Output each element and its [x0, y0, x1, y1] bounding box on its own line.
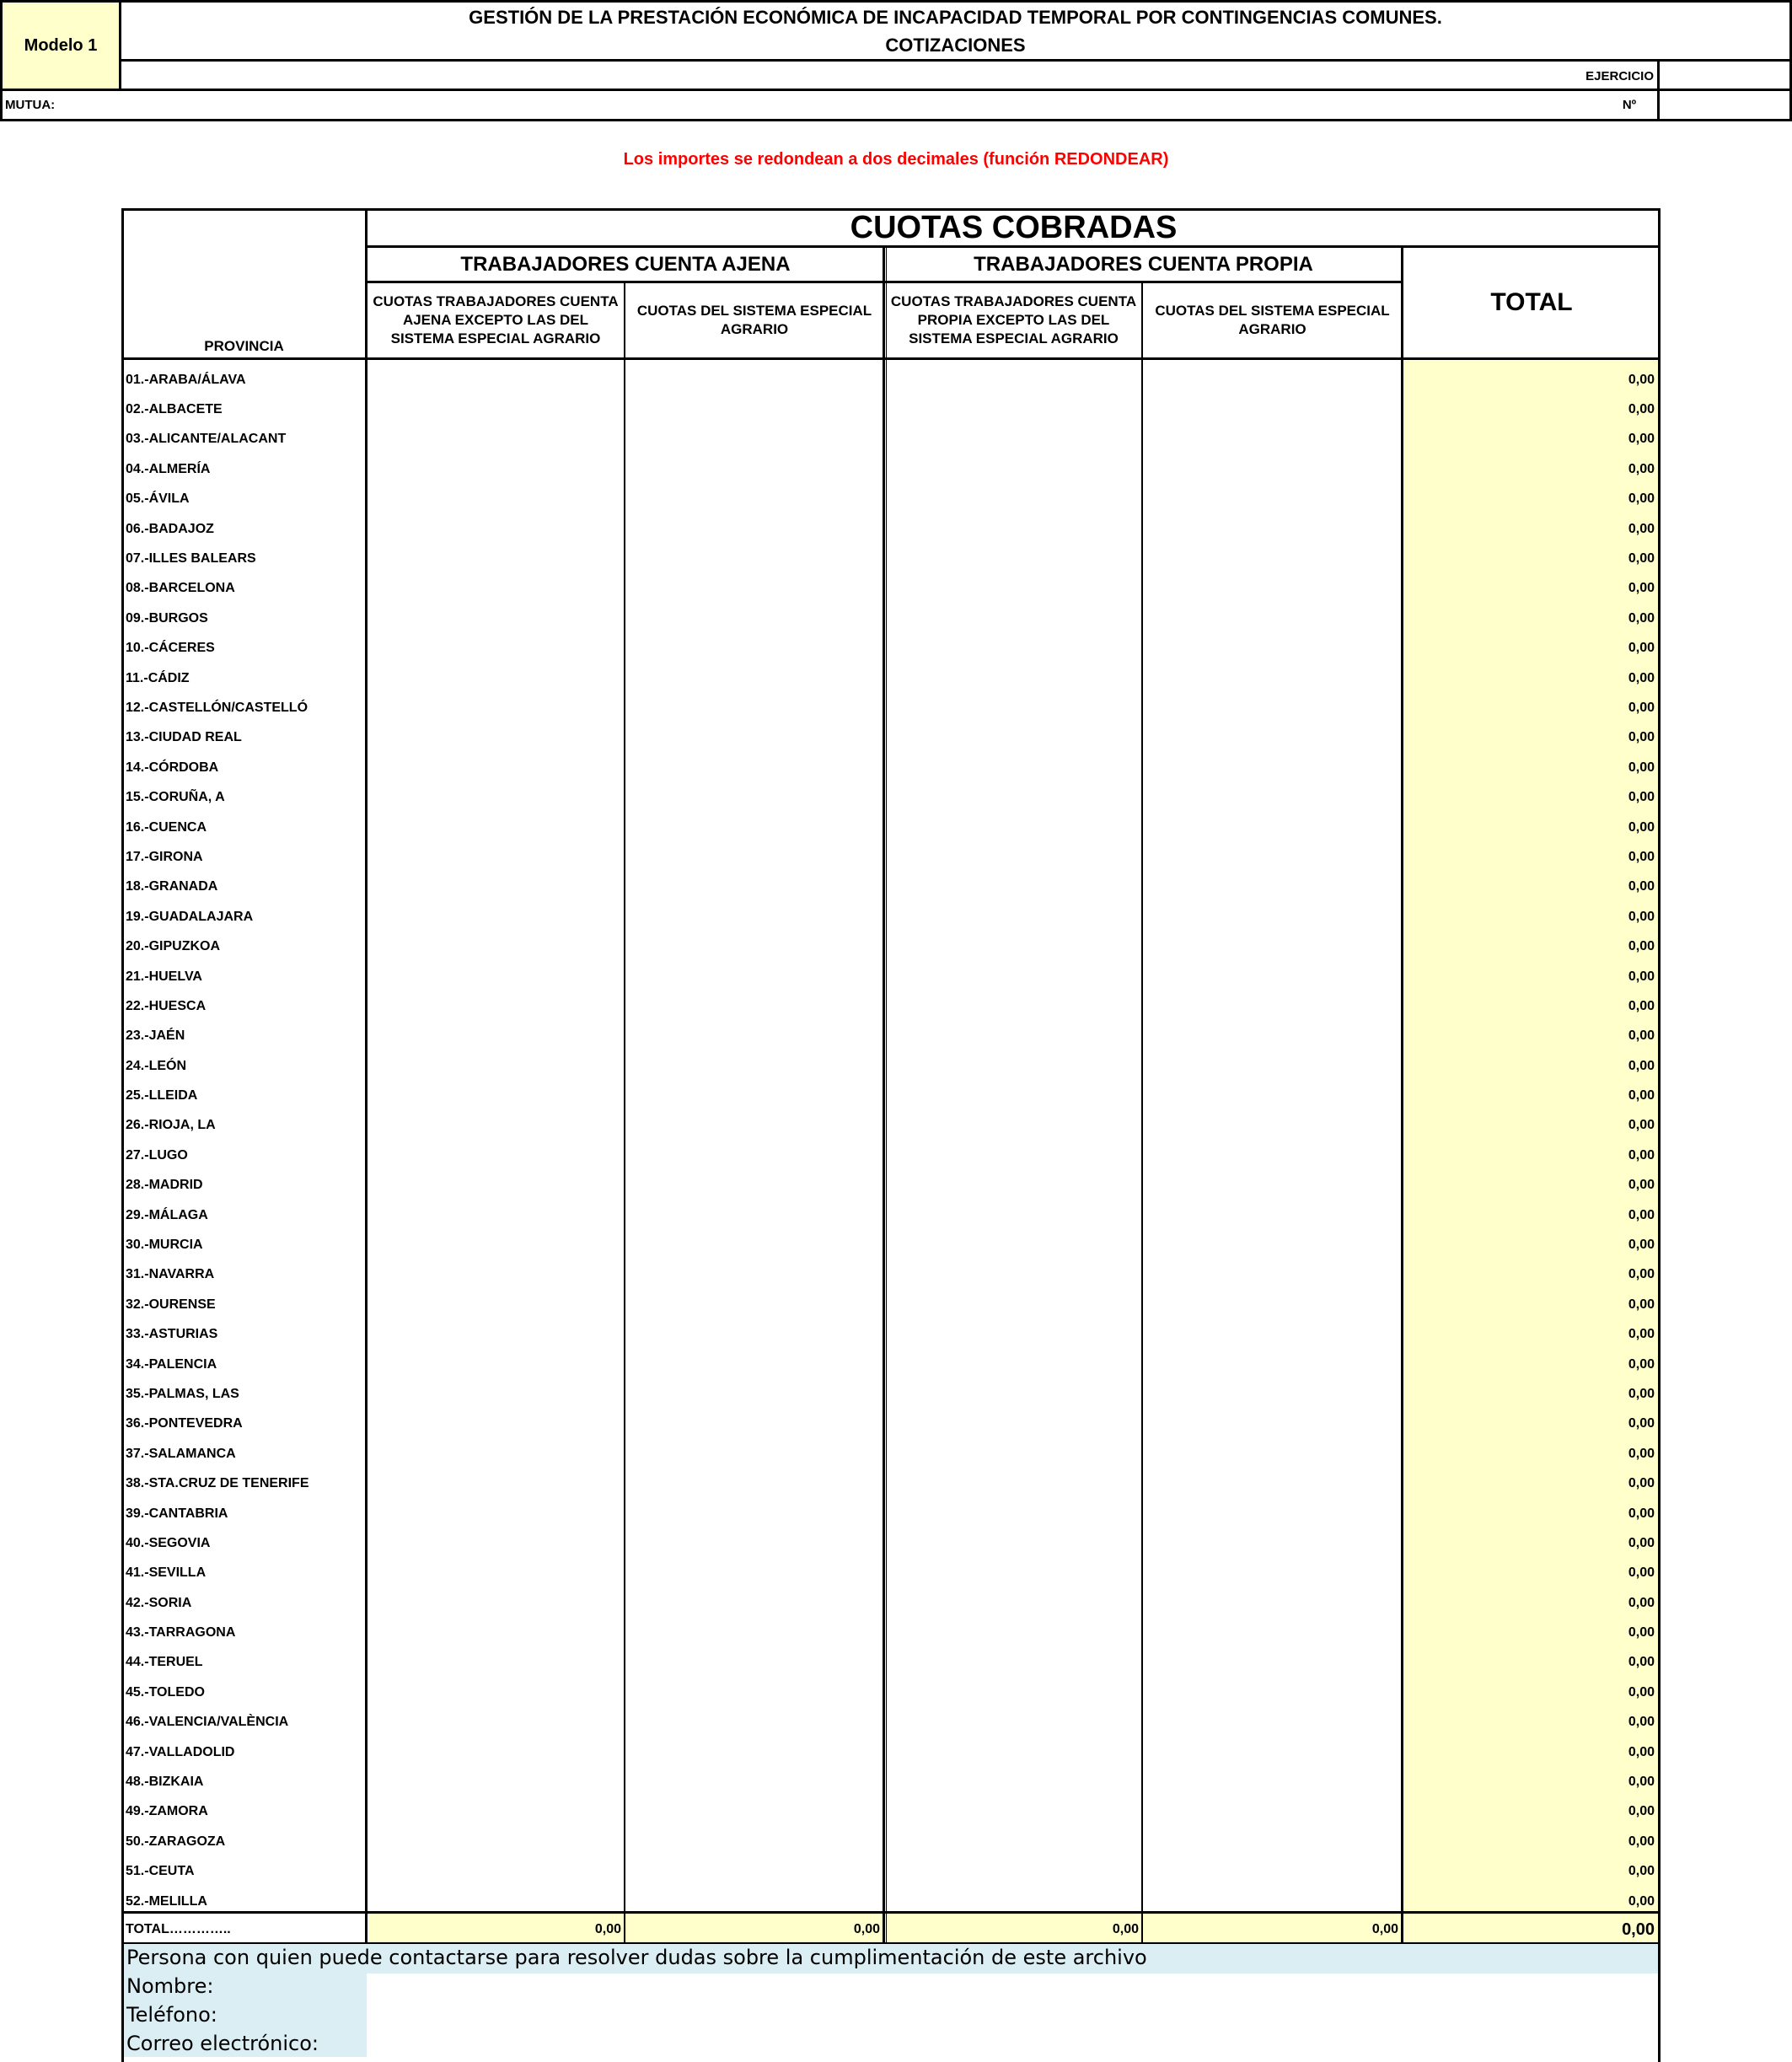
total-col4-value: 0,00 — [1371, 1922, 1398, 1936]
table-row — [124, 1051, 1658, 1081]
province-total: 0,00 — [1628, 1058, 1655, 1073]
province-name: 16.-CUENCA — [126, 819, 207, 835]
province-total: 0,00 — [1628, 1625, 1655, 1640]
column-header-ajena-general: CUOTAS TRABAJADORES CUENTA AJENA EXCEPTO LAS DEL SISTEMA ESPECIAL AGRARIO — [373, 293, 619, 346]
table-row — [124, 1469, 1658, 1498]
province-total: 0,00 — [1628, 1327, 1655, 1342]
contact-telefono-input[interactable] — [368, 2002, 1658, 2031]
province-name: 01.-ARABA/ÁLAVA — [126, 372, 246, 387]
province-rows — [124, 365, 1658, 1916]
province-name: 24.-LEÓN — [126, 1058, 187, 1073]
province-name: 33.-ASTURIAS — [126, 1327, 218, 1342]
table-row — [124, 962, 1658, 991]
table-row — [124, 842, 1658, 872]
table-row — [124, 693, 1658, 722]
province-name: 52.-MELILLA — [126, 1893, 207, 1909]
table-row — [124, 365, 1658, 395]
table-row — [124, 1230, 1658, 1259]
province-total: 0,00 — [1628, 1476, 1655, 1491]
table-row — [124, 782, 1658, 812]
table-row — [124, 454, 1658, 484]
province-name: 46.-VALENCIA/VALÈNCIA — [126, 1715, 289, 1730]
province-name: 51.-CEUTA — [126, 1864, 195, 1879]
province-name: 11.-CÁDIZ — [126, 670, 190, 685]
table-row — [124, 1141, 1658, 1170]
province-name: 14.-CÓRDOBA — [126, 760, 219, 775]
province-total: 0,00 — [1628, 372, 1655, 387]
province-name: 43.-TARRAGONA — [126, 1625, 236, 1640]
grand-total-value: 0,00 — [1622, 1920, 1655, 1939]
province-total: 0,00 — [1628, 1684, 1655, 1700]
table-row — [124, 1648, 1658, 1678]
province-name: 17.-GIRONA — [126, 849, 203, 864]
province-name: 08.-BARCELONA — [126, 581, 235, 596]
province-name: 07.-ILLES BALEARS — [126, 551, 256, 567]
province-name: 29.-MÁLAGA — [126, 1207, 208, 1222]
table-row — [124, 1678, 1658, 1707]
province-total: 0,00 — [1628, 1386, 1655, 1401]
contact-nombre-label: Nombre: — [126, 1974, 214, 1998]
mutua-row[interactable] — [0, 89, 1792, 121]
province-name: 28.-MADRID — [126, 1178, 203, 1193]
province-name: 09.-BURGOS — [126, 610, 208, 626]
province-name: 12.-CASTELLÓN/CASTELLÓ — [126, 700, 309, 715]
province-total: 0,00 — [1628, 521, 1655, 536]
province-total: 0,00 — [1628, 1715, 1655, 1730]
province-name: 19.-GUADALAJARA — [126, 909, 254, 924]
province-name: 20.-GIPUZKOA — [126, 939, 221, 954]
total-col1-value: 0,00 — [594, 1922, 621, 1936]
rounding-note: Los importes se redondean a dos decimales (función REDONDEAR) — [623, 150, 1169, 169]
province-total: 0,00 — [1628, 879, 1655, 894]
province-name: 50.-ZARAGOZA — [126, 1834, 226, 1849]
table-row — [124, 1111, 1658, 1141]
province-name: 48.-BIZKAIA — [126, 1775, 204, 1790]
table-row — [124, 485, 1658, 514]
province-name: 39.-CANTABRIA — [126, 1506, 228, 1521]
total-col2-value: 0,00 — [853, 1922, 880, 1936]
table-title: CUOTAS COBRADAS — [850, 209, 1178, 245]
province-name: 06.-BADAJOZ — [126, 521, 214, 536]
form-title-line1: GESTIÓN DE LA PRESTACIÓN ECONÓMICA DE INCAPACIDAD TEMPORAL POR CONTINGENCIAS COMUNES. — [469, 6, 1442, 28]
form-title-line2: COTIZACIONES — [885, 34, 1026, 56]
table-row — [124, 1410, 1658, 1439]
province-total: 0,00 — [1628, 1088, 1655, 1103]
province-total: 0,00 — [1628, 1028, 1655, 1044]
table-row — [124, 1887, 1658, 1916]
province-name: 04.-ALMERÍA — [126, 461, 211, 476]
table-row — [124, 1827, 1658, 1856]
table-row — [124, 514, 1658, 544]
table-row — [124, 902, 1658, 932]
province-name: 27.-LUGO — [126, 1147, 188, 1163]
province-name: 23.-JAÉN — [126, 1028, 185, 1044]
contact-telefono-label: Teléfono: — [126, 2003, 217, 2027]
province-name: 10.-CÁCERES — [126, 641, 215, 656]
province-total: 0,00 — [1628, 1147, 1655, 1163]
table-row — [124, 1081, 1658, 1110]
table-row — [124, 1022, 1658, 1051]
ejercicio-input[interactable] — [1657, 62, 1792, 91]
province-name: 44.-TERUEL — [126, 1655, 203, 1670]
province-total: 0,00 — [1628, 402, 1655, 417]
province-name: 15.-CORUÑA, A — [126, 790, 225, 805]
table-row — [124, 1350, 1658, 1379]
province-name: 30.-MURCIA — [126, 1238, 203, 1253]
contact-correo-label: Correo electrónico: — [126, 2032, 319, 2055]
table-row — [124, 634, 1658, 663]
table-row — [124, 1767, 1658, 1796]
province-total: 0,00 — [1628, 730, 1655, 745]
table-row — [124, 1320, 1658, 1350]
province-total: 0,00 — [1628, 1565, 1655, 1581]
province-total: 0,00 — [1628, 1834, 1655, 1849]
province-total: 0,00 — [1628, 1893, 1655, 1909]
province-total: 0,00 — [1628, 551, 1655, 567]
contact-intro: Persona con quien puede contactarse para resolver dudas sobre la cumplimentación de este archivo — [126, 1946, 1147, 1969]
province-total: 0,00 — [1628, 1207, 1655, 1222]
province-total: 0,00 — [1628, 969, 1655, 984]
province-total: 0,00 — [1628, 1506, 1655, 1521]
province-total: 0,00 — [1628, 610, 1655, 626]
table-row — [124, 723, 1658, 753]
province-total: 0,00 — [1628, 1297, 1655, 1312]
province-name: 45.-TOLEDO — [126, 1684, 205, 1700]
modelo-label: Modelo 1 — [0, 0, 121, 91]
table-row — [124, 1708, 1658, 1737]
province-name: 47.-VALLADOLID — [126, 1744, 235, 1759]
province-name: 13.-CIUDAD REAL — [126, 730, 242, 745]
column-header-ajena-agrario: CUOTAS DEL SISTEMA ESPECIAL AGRARIO — [636, 303, 872, 337]
mutua-label: MUTUA: — [5, 98, 56, 112]
province-total: 0,00 — [1628, 1535, 1655, 1550]
table-row — [124, 753, 1658, 782]
province-name: 37.-SALAMANCA — [126, 1446, 236, 1461]
group-header-ajena: TRABAJADORES CUENTA AJENA — [460, 253, 791, 276]
province-total: 0,00 — [1628, 939, 1655, 954]
province-total: 0,00 — [1628, 1655, 1655, 1670]
province-name: 03.-ALICANTE/ALACANT — [126, 432, 287, 447]
province-name: 41.-SEVILLA — [126, 1565, 207, 1581]
province-total: 0,00 — [1628, 1595, 1655, 1610]
table-row — [124, 1439, 1658, 1469]
group-header-propia: TRABAJADORES CUENTA PROPIA — [974, 253, 1313, 276]
province-name: 31.-NAVARRA — [126, 1267, 215, 1282]
table-row — [124, 395, 1658, 424]
province-total: 0,00 — [1628, 1267, 1655, 1282]
province-name: 26.-RIOJA, LA — [126, 1118, 216, 1133]
column-header-propia-agrario: CUOTAS DEL SISTEMA ESPECIAL AGRARIO — [1155, 303, 1390, 337]
province-name: 35.-PALMAS, LAS — [126, 1386, 239, 1401]
province-total: 0,00 — [1628, 998, 1655, 1013]
table-row — [124, 1528, 1658, 1558]
table-row — [124, 1290, 1658, 1319]
table-row — [124, 604, 1658, 633]
column-header-propia-general: CUOTAS TRABAJADORES CUENTA PROPIA EXCEPTO LAS DEL SISTEMA ESPECIAL AGRARIO — [890, 293, 1137, 346]
table-row — [124, 574, 1658, 604]
province-total: 0,00 — [1628, 909, 1655, 924]
province-total: 0,00 — [1628, 1416, 1655, 1431]
province-total: 0,00 — [1628, 1356, 1655, 1372]
table-row — [124, 1260, 1658, 1290]
table-row — [124, 991, 1658, 1021]
table-row — [124, 1171, 1658, 1200]
table-row — [124, 932, 1658, 961]
province-total: 0,00 — [1628, 1238, 1655, 1253]
column-header-provincia: PROVINCIA — [204, 338, 284, 354]
column-header-total: TOTAL — [1490, 288, 1573, 316]
province-total: 0,00 — [1628, 461, 1655, 476]
numero-input[interactable] — [1657, 89, 1792, 121]
province-name: 02.-ALBACETE — [126, 402, 223, 417]
table-row — [124, 1499, 1658, 1528]
province-name: 36.-PONTEVEDRA — [126, 1416, 243, 1431]
table-row — [124, 425, 1658, 454]
province-name: 18.-GRANADA — [126, 879, 218, 894]
total-row-label: TOTAL………….. — [126, 1922, 231, 1936]
ejercicio-label: EJERCICIO — [1585, 69, 1654, 83]
province-total: 0,00 — [1628, 760, 1655, 775]
province-total: 0,00 — [1628, 1118, 1655, 1133]
province-total: 0,00 — [1628, 581, 1655, 596]
table-row — [124, 1588, 1658, 1618]
table-row — [124, 544, 1658, 573]
contact-correo-input[interactable] — [368, 2031, 1658, 2057]
province-name: 22.-HUESCA — [126, 998, 207, 1013]
table-row — [124, 1618, 1658, 1647]
province-total: 0,00 — [1628, 1864, 1655, 1879]
form-title — [121, 0, 1792, 62]
province-total: 0,00 — [1628, 641, 1655, 656]
table-row — [124, 1379, 1658, 1409]
province-total: 0,00 — [1628, 670, 1655, 685]
table-row — [124, 813, 1658, 842]
numero-label: Nº — [1622, 98, 1637, 112]
total-col3-value: 0,00 — [1112, 1922, 1139, 1936]
table-row — [124, 1200, 1658, 1230]
table-row — [124, 1559, 1658, 1588]
province-total: 0,00 — [1628, 1744, 1655, 1759]
contact-nombre-input[interactable] — [368, 1973, 1658, 2002]
province-name: 05.-ÁVILA — [126, 491, 190, 507]
province-total: 0,00 — [1628, 491, 1655, 507]
province-name: 38.-STA.CRUZ DE TENERIFE — [126, 1476, 309, 1491]
province-name: 42.-SORIA — [126, 1595, 192, 1610]
province-name: 34.-PALENCIA — [126, 1356, 217, 1372]
province-total: 0,00 — [1628, 432, 1655, 447]
province-name: 21.-HUELVA — [126, 969, 202, 984]
table-row — [124, 1737, 1658, 1767]
province-name: 49.-ZAMORA — [126, 1804, 208, 1819]
province-name: 25.-LLEIDA — [126, 1088, 198, 1103]
province-total: 0,00 — [1628, 1775, 1655, 1790]
table-row — [124, 663, 1658, 693]
province-total: 0,00 — [1628, 849, 1655, 864]
province-total: 0,00 — [1628, 1804, 1655, 1819]
province-name: 40.-SEGOVIA — [126, 1535, 211, 1550]
province-total: 0,00 — [1628, 700, 1655, 715]
table-row — [124, 1797, 1658, 1827]
province-total: 0,00 — [1628, 790, 1655, 805]
province-name: 32.-OURENSE — [126, 1297, 216, 1312]
table-row — [124, 1857, 1658, 1887]
table-row — [124, 873, 1658, 902]
province-total: 0,00 — [1628, 1446, 1655, 1461]
province-total: 0,00 — [1628, 819, 1655, 835]
province-total: 0,00 — [1628, 1178, 1655, 1193]
